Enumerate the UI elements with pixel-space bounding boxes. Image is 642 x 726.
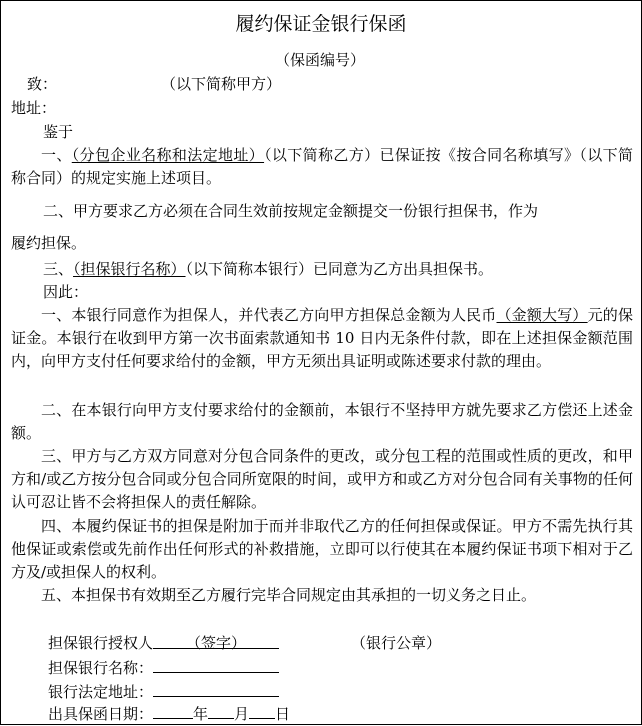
term-1 [11, 304, 633, 373]
term-2: 二、在本银行向甲方支付要求给付的金额前，本银行不坚持甲方就先要求乙方偿还上述金额。 [11, 401, 633, 442]
whereas: 鉴于 [43, 123, 74, 141]
bank-address-row [48, 680, 279, 704]
clause-1-prefix: 一、 [41, 146, 72, 164]
bank-address-label: 银行法定地址： [48, 683, 154, 701]
month-label: 月 [234, 705, 250, 723]
clause-3-prefix: 三、 [43, 260, 74, 278]
address-label: 地址： [11, 99, 57, 117]
clause-2-line-2: 履约担保。 [11, 234, 87, 252]
to-label: 致： [27, 75, 58, 93]
month-line [208, 702, 234, 719]
clause-3 [43, 258, 493, 281]
term-5: 五、本担保书有效期至乙方履行完毕合同规定由其承担的一切义务之日止。 [41, 586, 537, 604]
bank-name-row [48, 656, 279, 680]
day-line [249, 702, 275, 719]
bank-name-line [153, 656, 279, 673]
subcontractor-field: （分包企业名称和法定地址） [71, 146, 265, 164]
year-line [153, 702, 193, 719]
signature-line [153, 632, 279, 652]
clause-2-line-1: 二、甲方要求乙方必须在合同生效前按规定金额提交一份银行担保书，作为 [43, 202, 539, 220]
clause-1 [11, 144, 633, 190]
party-a-note: （以下简称甲方） [161, 75, 282, 93]
issue-date-label: 出具保函日期： [48, 705, 154, 723]
clause-1-text-a: （以下简称乙方）已保证按《 [264, 146, 457, 164]
contract-name-field: 按合同名称填写 [456, 146, 564, 164]
term-1-text-b: 元的保证金。本银行在收到甲方第一次书面索款通知书 10 日内无条件付款，即在上述担保金额范围内，向甲方支付任何要求给付的金额，甲方无须出具证明或陈述要求付款的理由。 [11, 306, 633, 370]
issue-date-row [48, 702, 290, 726]
authorized-signatory-row [48, 632, 279, 655]
clause-3-text: （以下简称本银行）已同意为乙方出具担保书。 [185, 260, 494, 278]
bank-name-field: （担保银行名称） [73, 260, 186, 278]
amount-field: （金额大写） [496, 306, 588, 324]
bank-seal: （银行公章） [351, 634, 442, 652]
therefore: 因此： [43, 283, 89, 301]
sign-hint: （签字） [186, 634, 247, 652]
term-1-text-a: 一、本银行同意作为担保人，并代表乙方向甲方担保总金额为人民币 [41, 306, 497, 324]
bank-address-line [153, 680, 279, 697]
guarantee-number: （保函编号） [275, 51, 366, 69]
term-4: 四、本履约保证书的担保是附加于而并非取代乙方的任何担保或保证。甲方不需先执行其他保证或索偿或先前作出任何形式的补救措施，立即可以行使其在本履约保证书项下相对于乙方及/或担保人的权利。 [11, 517, 633, 581]
clause-1-text-b: 》（以下简称合同）的规定实施上述项目。 [11, 146, 633, 187]
day-label: 日 [275, 705, 291, 723]
year-label: 年 [193, 705, 209, 723]
authorized-label: 担保银行授权人 [48, 634, 154, 652]
term-3: 三、甲方与乙方双方同意对分包合同条件的更改，或分包工程的范围或性质的更改，和甲方和/或乙方按分包合同或分包合同所宽限的时间，或甲方和或乙方对分包合同有关事物的任何认可忍让皆不会将担保人的责任解除。 [11, 447, 633, 511]
bank-name-label: 担保银行名称： [48, 659, 154, 677]
document-title: 履约保证金银行保函 [235, 13, 407, 35]
